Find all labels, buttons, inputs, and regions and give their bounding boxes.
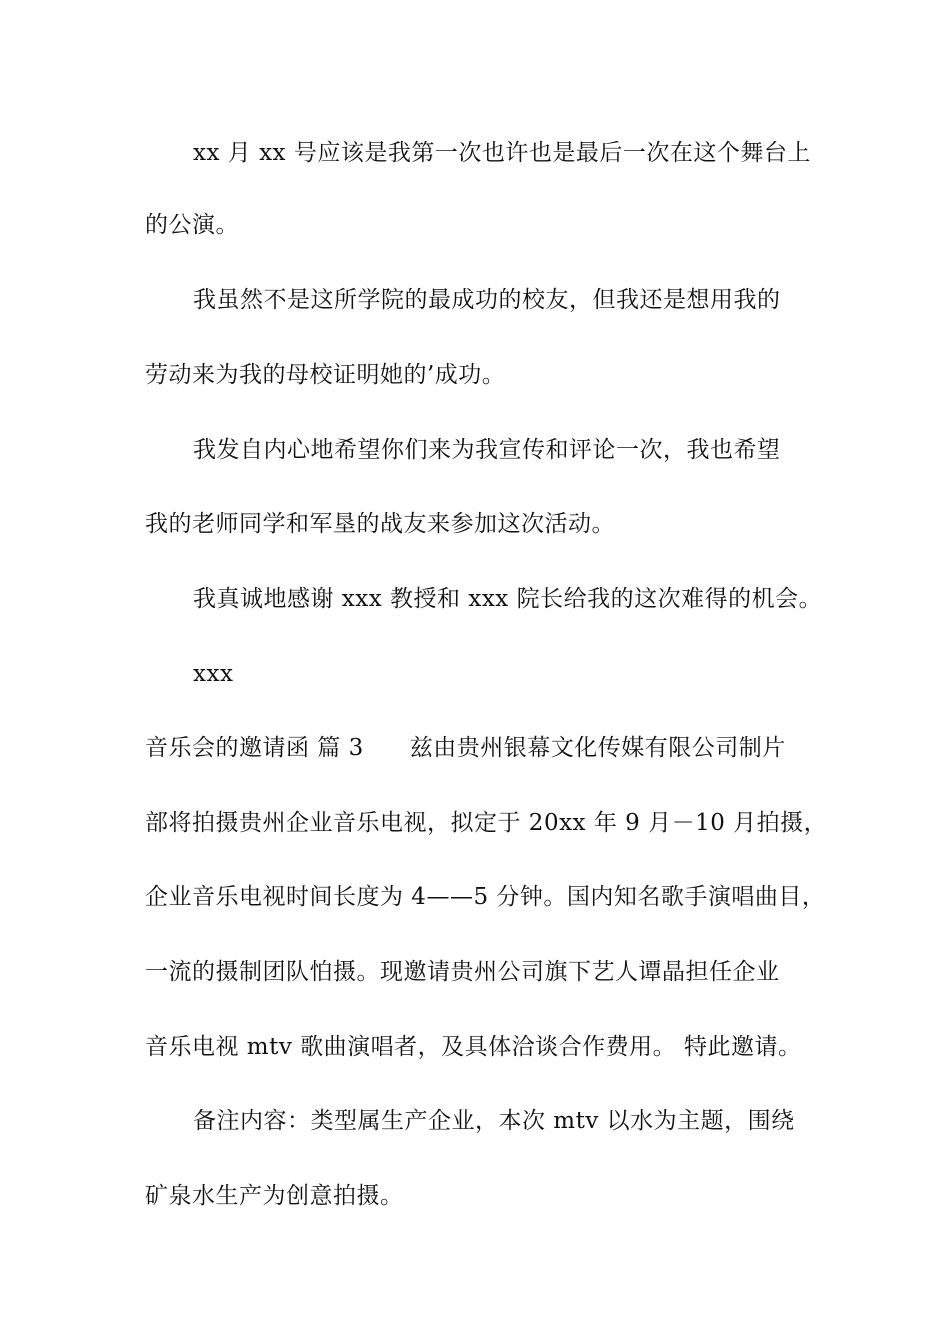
section-line: [145, 733, 786, 763]
text-line: 备注内容：类型属生产企业，本次 mtv 以水为主题，围绕: [193, 1108, 795, 1134]
text-line: 部将拍摄贵州企业音乐电视，拟定于 20xx 年 9 月－10 月拍摄，: [145, 810, 828, 836]
section-first-text: 兹由贵州银幕文化传媒有限公司制片: [409, 735, 786, 761]
text-line: 音乐电视 mtv 歌曲演唱者，及具体洽谈合作费用。 特此邀请。: [145, 1034, 802, 1060]
text-line: 一流的摄制团队怕摄。现邀请贵州公司旗下艺人谭晶担任企业: [145, 959, 780, 985]
text-line: 劳动来为我的母校证明她的’成功。: [145, 362, 506, 388]
text-line: 我的老师同学和军垦的战友来参加这次活动。: [145, 511, 615, 537]
text-line: xx 月 xx 号应该是我第一次也许也是最后一次在这个舞台上: [193, 140, 811, 166]
section-heading: 音乐会的邀请函 篇 3: [145, 735, 364, 761]
text-line: 的公演。: [145, 212, 239, 238]
text-line: 矿泉水生产为创意拍摄。: [145, 1183, 404, 1209]
text-line: 我真诚地感谢 xxx 教授和 xxx 院长给我的这次难得的机会。: [193, 586, 823, 612]
signature-line: xxx: [193, 661, 234, 687]
text-line: 我发自内心地希望你们来为我宣传和评论一次，我也希望: [193, 437, 781, 463]
text-line: 企业音乐电视时间长度为 4——5 分钟。国内知名歌手演唱曲目，: [145, 884, 826, 910]
text-line: 我虽然不是这所学院的最成功的校友，但我还是想用我的: [193, 287, 781, 313]
